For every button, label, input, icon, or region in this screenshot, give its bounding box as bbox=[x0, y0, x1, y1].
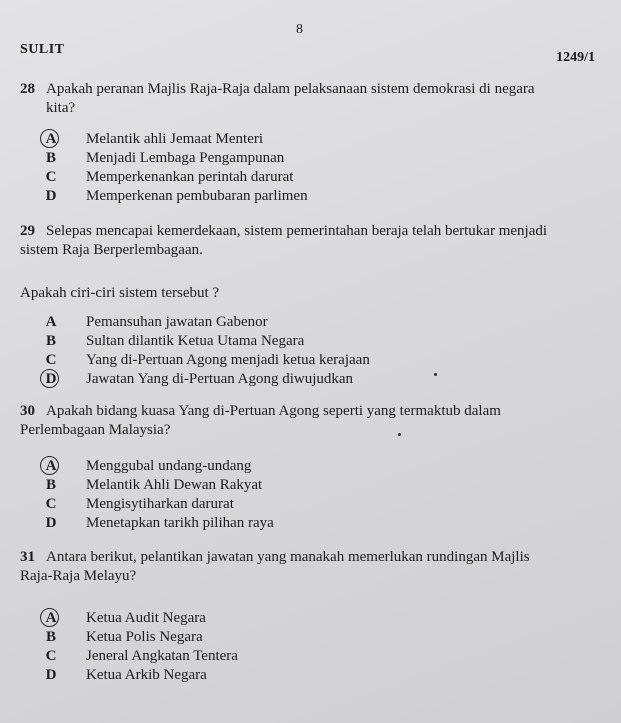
option-c[interactable] bbox=[40, 647, 238, 666]
option-letter: C bbox=[45, 648, 57, 664]
option-text: Jawatan Yang di-Pertuan Agong diwujudkan bbox=[86, 371, 354, 387]
option-letter: B bbox=[45, 629, 56, 645]
option-text: Memperkenan pembubaran parlimen bbox=[86, 188, 308, 204]
options-29 bbox=[40, 313, 370, 389]
option-letter: D bbox=[45, 667, 57, 683]
option-c[interactable] bbox=[40, 495, 274, 514]
option-letter: B bbox=[45, 477, 56, 493]
question-text-cont: sistem Raja Berperlembagaan. bbox=[20, 242, 203, 258]
question-text: Apakah bidang kuasa Yang di-Pertuan Agong seperti yang termaktub dalam bbox=[46, 403, 501, 419]
question-text-cont: Perlembagaan Malaysia? bbox=[20, 422, 171, 438]
option-text: Menjadi Lembaga Pengampunan bbox=[86, 150, 285, 166]
option-text: Menggubal undang-undang bbox=[86, 458, 252, 474]
option-text: Ketua Polis Negara bbox=[86, 629, 203, 645]
option-letter: A bbox=[40, 610, 62, 627]
option-letter: A bbox=[40, 131, 62, 148]
option-text: Menetapkan tarikh pilihan raya bbox=[86, 515, 274, 531]
question-text: Apakah peranan Majlis Raja-Raja dalam pelaksanaan sistem demokrasi di negara bbox=[46, 81, 535, 97]
option-b[interactable] bbox=[40, 149, 308, 168]
option-d[interactable] bbox=[40, 666, 238, 685]
question-number: 30 bbox=[20, 403, 35, 419]
option-text: Melantik Ahli Dewan Rakyat bbox=[86, 477, 263, 493]
pen-mark bbox=[434, 373, 437, 376]
option-text: Ketua Arkib Negara bbox=[86, 667, 207, 683]
option-text: Mengisytiharkan darurat bbox=[86, 496, 234, 512]
option-text: Pemansuhan jawatan Gabenor bbox=[86, 314, 268, 330]
option-d[interactable] bbox=[40, 370, 370, 389]
option-letter: B bbox=[45, 150, 56, 166]
option-a[interactable] bbox=[40, 609, 238, 628]
option-letter: D bbox=[45, 515, 57, 531]
option-text: Memperkenankan perintah darurat bbox=[86, 169, 294, 185]
option-b[interactable] bbox=[40, 628, 238, 647]
options-30 bbox=[40, 457, 274, 533]
question-text: Selepas mencapai kemerdekaan, sistem pemerintahan beraja telah bertukar menjadi bbox=[46, 223, 548, 239]
pen-mark bbox=[398, 433, 401, 436]
option-d[interactable] bbox=[40, 514, 274, 533]
option-text: Melantik ahli Jemaat Menteri bbox=[86, 131, 264, 147]
option-text: Ketua Audit Negara bbox=[86, 610, 206, 626]
question-sub-prompt: Apakah ciri-ciri sistem tersebut ? bbox=[20, 285, 220, 301]
confidential-label: SULIT bbox=[20, 42, 65, 57]
option-a[interactable] bbox=[40, 313, 370, 332]
option-a[interactable] bbox=[40, 130, 308, 149]
option-a[interactable] bbox=[40, 457, 274, 476]
option-letter: B bbox=[45, 333, 56, 349]
question-29 bbox=[20, 222, 590, 303]
question-30 bbox=[20, 402, 590, 440]
page-number: 8 bbox=[296, 22, 303, 37]
option-b[interactable] bbox=[40, 476, 274, 495]
question-text-cont: kita? bbox=[46, 100, 76, 116]
question-text: Antara berikut, pelantikan jawatan yang manakah memerlukan rundingan Majlis bbox=[46, 549, 530, 565]
option-letter: C bbox=[45, 496, 57, 512]
option-letter: C bbox=[45, 169, 57, 185]
option-c[interactable] bbox=[40, 168, 308, 187]
option-letter: C bbox=[45, 352, 57, 368]
question-text-cont: Raja-Raja Melayu? bbox=[20, 568, 137, 584]
question-31 bbox=[20, 548, 590, 586]
option-letter: D bbox=[40, 371, 62, 388]
option-text: Yang di-Pertuan Agong menjadi ketua kerajaan bbox=[86, 352, 370, 368]
question-28 bbox=[20, 80, 590, 118]
option-d[interactable] bbox=[40, 187, 308, 206]
option-text: Sultan dilantik Ketua Utama Negara bbox=[86, 333, 305, 349]
question-number: 28 bbox=[20, 81, 35, 97]
option-b[interactable] bbox=[40, 332, 370, 351]
question-number: 31 bbox=[20, 549, 35, 565]
option-letter: A bbox=[40, 458, 62, 475]
option-letter: A bbox=[45, 314, 57, 330]
option-text: Jeneral Angkatan Tentera bbox=[86, 648, 238, 664]
paper-code: 1249/1 bbox=[556, 50, 595, 65]
option-c[interactable] bbox=[40, 351, 370, 370]
options-28 bbox=[40, 130, 308, 206]
option-letter: D bbox=[45, 188, 57, 204]
question-number: 29 bbox=[20, 223, 35, 239]
options-31 bbox=[40, 609, 238, 685]
